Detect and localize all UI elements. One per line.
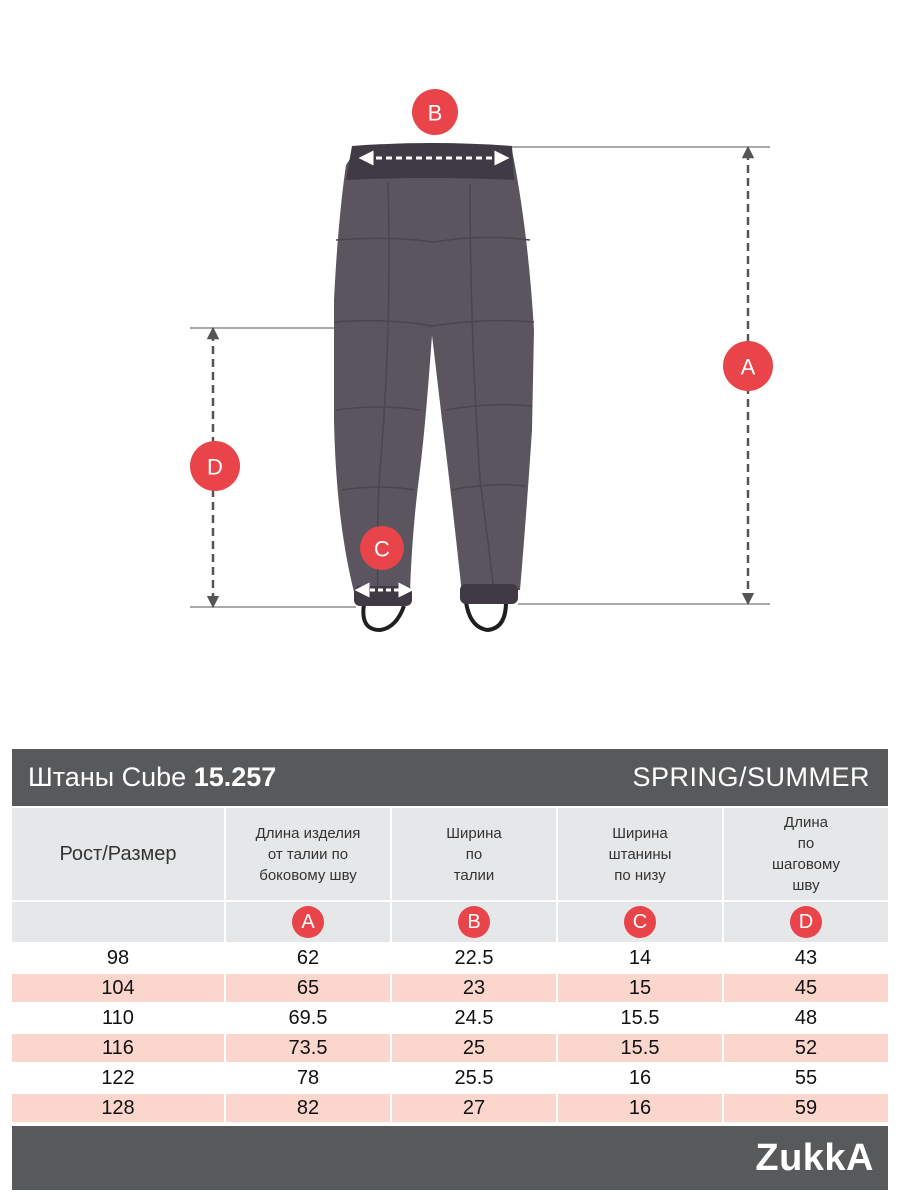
value-cell: 14 xyxy=(628,946,652,969)
svg-text:C: C xyxy=(374,536,390,562)
table-row xyxy=(12,1092,888,1122)
svg-text:A: A xyxy=(740,354,756,380)
marker-a xyxy=(723,341,773,391)
value-cell: 59 xyxy=(724,1094,888,1122)
value-cell: 69.5 xyxy=(288,1006,328,1029)
value-cell: 24.5 xyxy=(454,1006,494,1029)
brand-footer xyxy=(12,1126,888,1190)
column-header-c: Ширина штанины по низу xyxy=(558,808,722,900)
size-table xyxy=(12,808,888,1122)
left-stirrup-strap xyxy=(363,604,404,630)
value-cell: 78 xyxy=(296,1066,320,1089)
size-column-header: Рост/Размер xyxy=(12,808,224,900)
marker-c xyxy=(360,526,404,570)
value-cell: 48 xyxy=(794,1006,818,1029)
column-header-b: Ширина по талии xyxy=(392,808,556,900)
right-cuff xyxy=(460,584,518,604)
waistband xyxy=(346,143,514,180)
table-row xyxy=(12,1062,888,1092)
value-cell: 22.5 xyxy=(454,946,494,969)
value-cell: 27 xyxy=(392,1094,556,1122)
value-cell: 82 xyxy=(226,1094,390,1122)
marker-d xyxy=(190,441,240,491)
letter-badge-c: C xyxy=(624,906,656,938)
svg-text:D: D xyxy=(207,454,223,480)
letter-badge-d: D xyxy=(790,906,822,938)
table-row xyxy=(12,972,888,1002)
brand-logo: ZukkA xyxy=(755,1136,874,1179)
table-header-row xyxy=(12,808,888,900)
value-cell: 15.5 xyxy=(620,1006,660,1029)
size-cell: 116 xyxy=(12,1034,224,1062)
value-cell: 43 xyxy=(794,946,818,969)
value-cell: 25.5 xyxy=(454,1066,494,1089)
size-cell: 128 xyxy=(12,1094,224,1122)
value-cell: 52 xyxy=(724,1034,888,1062)
value-cell: 45 xyxy=(724,974,888,1002)
svg-text:B: B xyxy=(427,100,443,126)
table-row xyxy=(12,942,888,972)
size-cell: 122 xyxy=(101,1066,135,1089)
season-label: SPRING/SUMMER xyxy=(632,762,870,792)
right-stirrup-strap xyxy=(466,602,506,630)
size-chart-header xyxy=(12,749,888,806)
product-code: 15.257 xyxy=(193,762,277,792)
value-cell: 23 xyxy=(392,974,556,1002)
value-cell: 16 xyxy=(558,1094,722,1122)
value-cell: 15.5 xyxy=(558,1034,722,1062)
size-cell: 98 xyxy=(106,946,130,969)
value-cell: 62 xyxy=(296,946,320,969)
column-header-a: Длина изделия от талии по боковому шву xyxy=(226,808,390,900)
letter-badge-a: A xyxy=(292,906,324,938)
value-cell: 25 xyxy=(392,1034,556,1062)
value-cell: 73.5 xyxy=(226,1034,390,1062)
value-cell: 65 xyxy=(226,974,390,1002)
letter-row-blank xyxy=(12,902,224,942)
table-row xyxy=(12,1032,888,1062)
table-row xyxy=(12,1002,888,1032)
value-cell: 15 xyxy=(558,974,722,1002)
column-header-d: Длина по шаговому шву xyxy=(724,808,888,900)
value-cell: 55 xyxy=(794,1066,818,1089)
product-title: Штаны Cube 15.257 xyxy=(28,762,277,792)
size-cell: 104 xyxy=(12,974,224,1002)
table-letter-row xyxy=(12,902,888,942)
letter-badge-b: B xyxy=(458,906,490,938)
size-cell: 110 xyxy=(102,1006,134,1029)
marker-b xyxy=(412,89,458,135)
value-cell: 16 xyxy=(628,1066,652,1089)
pants-body xyxy=(334,150,534,594)
